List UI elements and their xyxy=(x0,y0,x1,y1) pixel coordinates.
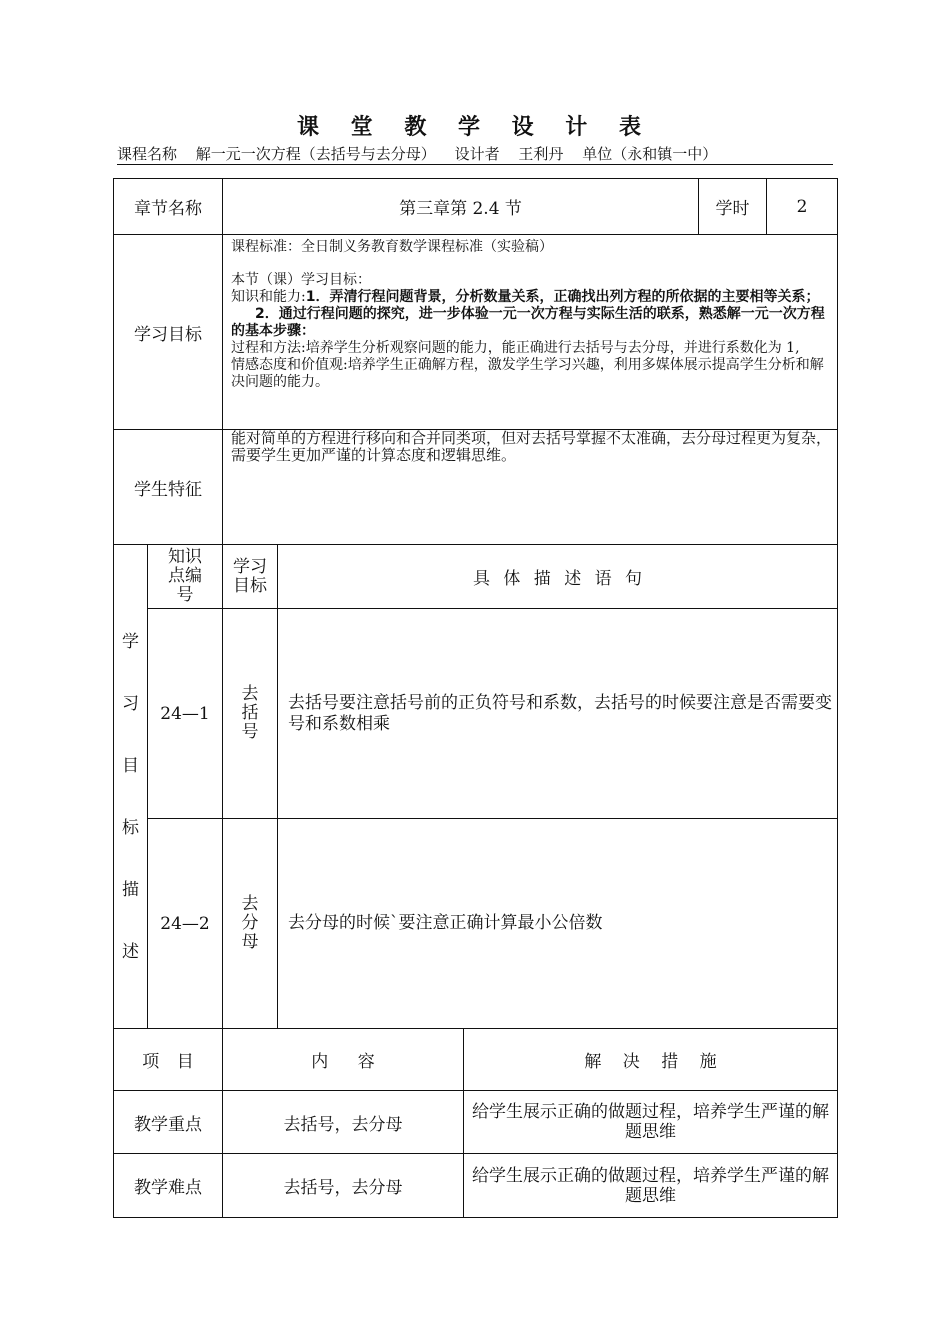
goal-name: 去分母 xyxy=(223,819,278,1029)
process-goal: 过程和方法:培养学生分析观察问题的能力，能正确进行去括号与去分母，并进行系数化为 1, xyxy=(231,340,800,356)
hours-value: 2 xyxy=(767,179,838,235)
knowledge-prefix: 知识和能力: xyxy=(231,289,306,305)
goal-name: 去括号 xyxy=(223,609,278,819)
desc-header-row xyxy=(114,545,838,609)
course-value: 解一元一次方程（去括号与去分母） xyxy=(195,145,436,163)
designer-label: 设计者 xyxy=(454,145,500,163)
unit-value: 单位（永和镇一中） xyxy=(582,145,718,163)
col-goal: 学习目标 xyxy=(223,545,278,609)
goal-description: 去分母的时候`要注意正确计算最小公倍数 xyxy=(278,819,838,1029)
designer-value: 王利丹 xyxy=(518,145,564,163)
desc-row-1 xyxy=(114,609,838,819)
items-header-row xyxy=(114,1029,838,1091)
knowledge-goal-1: 1．弄清行程问题背景，分析数量关系，正确找出列方程的所依据的主要相等关系； xyxy=(305,289,820,305)
item-name: 教学难点 xyxy=(114,1154,223,1218)
design-table xyxy=(113,178,838,1218)
course-standard: 课程标准：全日制义务教育数学课程标准（实验稿） xyxy=(231,239,553,255)
student-text: 能对简单的方程进行移向和合并同类项，但对去括号掌握不太准确，去分母过程更为复杂，需要学生更加严谨的计算态度和逻辑思维。 xyxy=(223,430,838,545)
knowledge-id: 24—2 xyxy=(148,819,223,1029)
col-desc: 具 体 描 述 语 句 xyxy=(278,545,838,609)
student-label: 学生特征 xyxy=(114,430,223,545)
page-title: 课 堂 教 学 设 计 表 xyxy=(297,114,653,140)
section-value: 第三章第 2.4 节 xyxy=(223,179,699,235)
section-label: 章节名称 xyxy=(114,179,223,235)
goals-label: 学习目标 xyxy=(114,235,223,430)
knowledge-id: 24—1 xyxy=(148,609,223,819)
item-content: 去括号，去分母 xyxy=(223,1154,464,1218)
col-content: 内 容 xyxy=(223,1029,464,1091)
item-measure: 给学生展示正确的做题过程，培养学生严谨的解题思维 xyxy=(464,1154,838,1218)
item-content: 去括号，去分母 xyxy=(223,1091,464,1154)
col-measure: 解 决 措 施 xyxy=(464,1029,838,1091)
hours-label: 学时 xyxy=(699,179,767,235)
emotion-goal: 情感态度和价值观:培养学生正确解方程，激发学生学习兴趣，利用多媒体展示提高学生分析和解决问题的能力。 xyxy=(231,357,824,390)
col-item: 项 目 xyxy=(114,1029,223,1091)
section-row xyxy=(114,179,838,235)
vertical-label: 学 习 目 标 描 述 xyxy=(114,545,148,1029)
knowledge-goal-2: 2．通过行程问题的探究，进一步体验一元一次方程与实际生活的联系，熟悉解一元一次方程的基本步骤： xyxy=(231,306,825,339)
item-name: 教学重点 xyxy=(114,1091,223,1154)
section-goal-label: 本节（课）学习目标： xyxy=(231,272,371,288)
item-measure: 给学生展示正确的做题过程，培养学生严谨的解题思维 xyxy=(464,1091,838,1154)
desc-row-2 xyxy=(114,819,838,1029)
student-row xyxy=(114,430,838,545)
goals-row xyxy=(114,235,838,430)
goals-content xyxy=(223,235,838,430)
goal-description: 去括号要注意括号前的正负符号和系数，去括号的时候要注意是否需要变号和系数相乘 xyxy=(278,609,838,819)
course-label: 课程名称 xyxy=(117,145,178,163)
items-row-difficult xyxy=(114,1154,838,1218)
col-knowledge-id: 知识点编 号 xyxy=(148,545,223,609)
course-meta xyxy=(117,144,833,165)
items-row-key xyxy=(114,1091,838,1154)
